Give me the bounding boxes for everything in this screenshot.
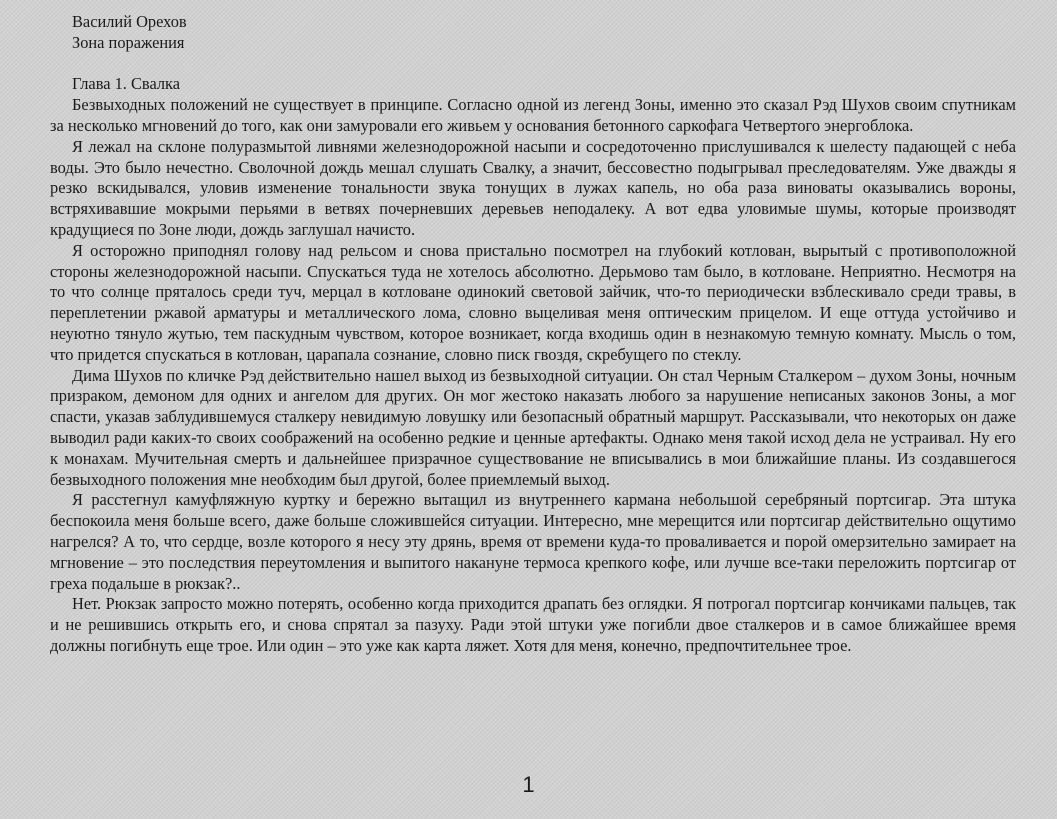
paragraph: Я лежал на склоне полуразмытой ливнями железнодорожной насыпи и сосредоточенно прислушивался к шелесту падающей с неба воды. Это было нечестно. Сволочной дождь мешал слушать Свалку, а значит, бессовестно подыгрывал преследователям. Уже дважды я резко вскидывался, уловив изменение тональности звука тонущих в лужах капель, но оба раза виноваты оказывались вороны, встряхивавшие мокрыми перьями в ветвях почерневших деревьев неподалеку. А вот едва уловимые шумы, которые производят крадущиеся по Зоне люди, дождь заглушал начисто. — [50, 136, 1016, 239]
book-title: Зона поражения — [72, 32, 185, 52]
paragraph: Я осторожно приподнял голову над рельсом и снова пристально посмотрел на глубокий котлован, вырытый с противоположной стороны железнодорожной насыпи. Спускаться туда не хотелось абсолютно. Дерьмово там было, в котловане. Неприятно. Несмотря на то что солнце пряталось среди туч, мерцал в котловане одинокий световой зайчик, что-то периодически взблескивало среди травы, в переплетении ржавой арматуры и металлического лома, словно выцеливая меня оптическим прицелом. И еще оттуда устойчиво и неуютно тянуло жутью, тем паскудным чувством, которое возникает, когда входишь один в незнакомую темную комнату. Мысль о том, что придется спускаться в котлован, царапала сознание, словно писк гвоздя, скребущего по стеклу. — [50, 240, 1016, 364]
paragraph: Нет. Рюкзак запросто можно потерять, особенно когда приходится драпать без оглядки. Я потрогал портсигар кончиками пальцев, так и не решившись открыть его, и снова спрятал за пазуху. Ради этой штуки уже погибли двое сталкеров и в самое ближайшее время должны погибнуть еще трое. Или один – это уже как карта ляжет. Хотя для меня, конечно, предпочтительнее трое. — [50, 594, 1016, 655]
document-page — [50, 12, 1016, 657]
paragraph: Я расстегнул камуфляжную куртку и бережно вытащил из внутреннего кармана небольшой серебряный портсигар. Эта штука беспокоила меня больше всего, даже больше сложившейся ситуации. Интересно, мне мерещится или портсигар действительно ощутимо нагрелся? А то, что сердце, возле которого я несу эту дрянь, время от времени куда-то проваливается и порой омерзительно замирает на мгновение – это последствия переутомления и выпитого накануне термоса крепкого кофе, или лучше все-таки переложить портсигар от греха подальше в рюкзак?.. — [50, 490, 1016, 593]
author-name: Василий Орехов — [72, 12, 187, 31]
paragraph: Дима Шухов по кличке Рэд действительно нашел выход из безвыходной ситуации. Он стал Черным Сталкером – духом Зоны, ночным призраком, демоном для одних и ангелом для других. Он мог жестоко наказать любого за нарушение неписаных законов Зоны, а мог спасти, указав заблудившемуся сталкеру невидимую ловушку или безопасный обратный маршрут. Рассказывали, что некоторых он даже выводил ради каких-то своих соображений на особенно редкие и ценные артефакты. Однако меня такой исход дела не устраивал. Ну его к монахам. Мучительная смерть и дальнейшее призрачное существование не вписывались в мои ближайшие планы. Из создавшегося безвыходного положения мне необходим был другой, более приемлемый выход. — [50, 365, 1016, 489]
paragraph: Безвыходных положений не существует в принципе. Согласно одной из легенд Зоны, именно это сказал Рэд Шухов своим спутникам за несколько мгновений до того, как они замуровали его живьем у основания бетонного саркофага Четвертого энергоблока. — [50, 95, 1016, 135]
chapter-heading: Глава 1. Свалка — [72, 74, 181, 94]
page-number: 1 — [522, 772, 535, 797]
blank-line — [50, 54, 1016, 75]
